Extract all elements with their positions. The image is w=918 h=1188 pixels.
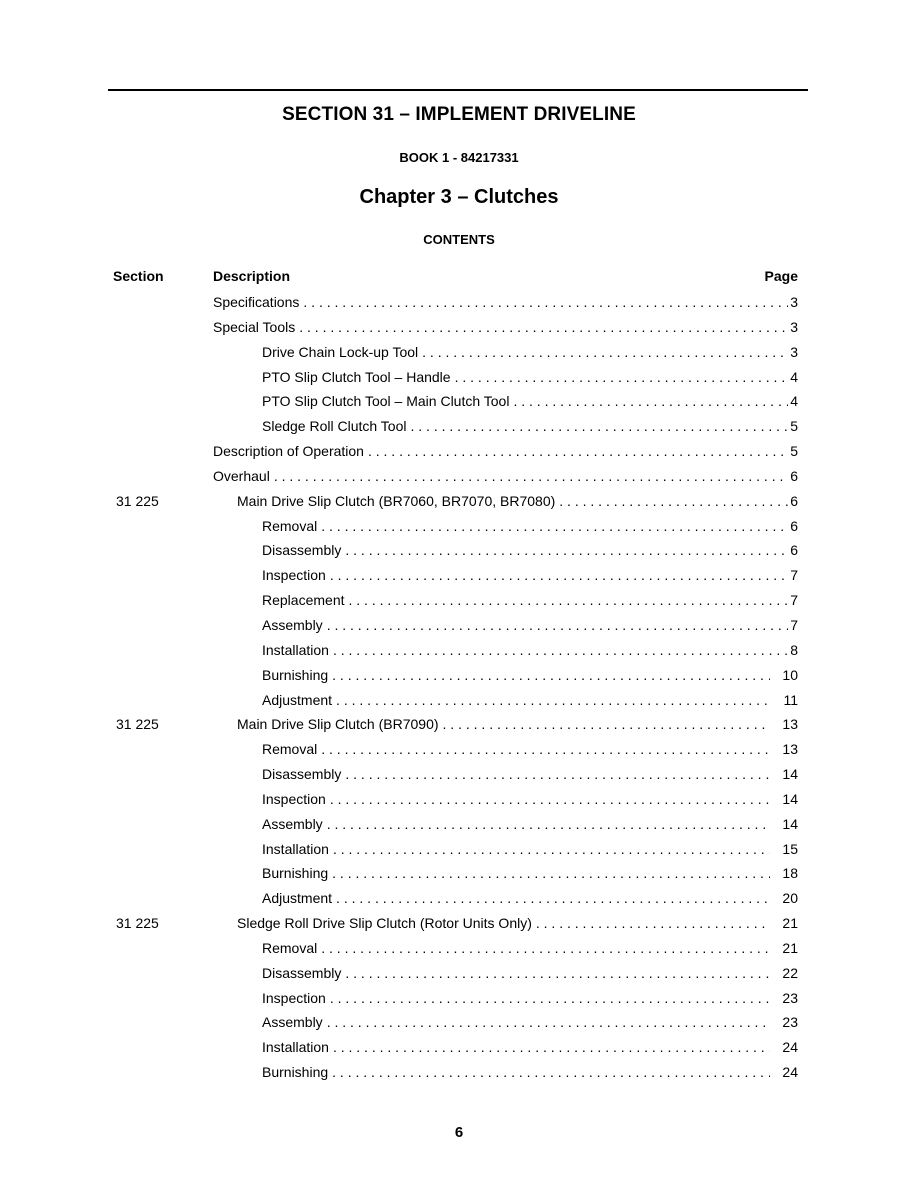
toc-entry[interactable]: [262, 812, 798, 837]
toc-page-number: 5: [790, 443, 798, 460]
toc-page-number: 11: [783, 691, 798, 708]
toc-entry[interactable]: [262, 936, 798, 961]
toc-entry-title: Removal: [262, 939, 318, 956]
toc-row: [0, 861, 918, 886]
toc-row: [0, 837, 918, 862]
dot-leader: [455, 365, 788, 390]
dot-leader: [299, 315, 788, 340]
dot-leader: [443, 712, 770, 737]
toc-entry[interactable]: [237, 489, 798, 514]
toc-entry[interactable]: [262, 986, 798, 1011]
book-number: BOOK 1 - 84217331: [399, 150, 519, 165]
toc-row: [0, 787, 918, 812]
toc-row: [0, 737, 918, 762]
column-header-description: Description: [213, 268, 291, 284]
toc-entry[interactable]: [262, 762, 798, 787]
toc-entry[interactable]: [262, 538, 798, 563]
toc-entry[interactable]: [262, 688, 798, 713]
toc-entry-title: Disassembly: [262, 964, 342, 981]
toc-page-number: 6: [790, 492, 798, 509]
dot-leader: [513, 389, 788, 414]
toc-entry-title: Inspection: [262, 567, 326, 584]
toc-page-number: 24: [782, 1039, 798, 1056]
dot-leader: [333, 837, 770, 862]
toc-page-number: 18: [782, 865, 798, 882]
toc-entry[interactable]: [262, 365, 798, 390]
toc-page-number: 10: [782, 666, 798, 683]
dot-leader: [422, 340, 788, 365]
toc-entry-title: Specifications: [213, 294, 300, 310]
toc-row: [0, 638, 918, 663]
toc-entry-title: Adjustment: [262, 691, 333, 708]
toc-entry-title: Assembly: [262, 815, 323, 832]
toc-entry-title: Burnishing: [262, 666, 329, 683]
toc-entry[interactable]: [262, 638, 798, 663]
toc-header: [0, 268, 918, 288]
column-header-page: Page: [764, 268, 798, 284]
toc-row: [0, 414, 918, 439]
dot-leader: [345, 538, 788, 563]
toc-page-number: 3: [790, 343, 798, 360]
toc-entry-title: Removal: [262, 741, 318, 758]
toc-page-number: 6: [790, 542, 798, 559]
toc-entry-title: Removal: [262, 517, 318, 534]
toc-entry-title: Disassembly: [262, 542, 342, 559]
toc-section-code: 31 225: [116, 716, 159, 733]
toc-entry-title: Main Drive Slip Clutch (BR7060, BR7070, BR7080): [237, 492, 556, 509]
toc-page-number: 6: [790, 517, 798, 534]
column-header-section: Section: [113, 268, 164, 284]
toc-row: [0, 1010, 918, 1035]
toc-row: [0, 1060, 918, 1085]
toc-entry-title: Special Tools: [213, 318, 296, 335]
toc-row: [0, 439, 918, 464]
dot-leader: [327, 812, 770, 837]
toc-entry-title: Sledge Roll Drive Slip Clutch (Rotor Units Only): [237, 915, 532, 932]
toc-page-number: 8: [790, 641, 798, 658]
toc-page-number: 14: [782, 790, 798, 807]
toc-section-code: 31 225: [116, 492, 159, 509]
dot-leader: [303, 290, 788, 315]
toc-page-number: 14: [782, 766, 798, 783]
toc-entry-title: Assembly: [262, 1014, 323, 1031]
toc-entry-title: Main Drive Slip Clutch (BR7090): [237, 716, 439, 733]
toc-row: [0, 563, 918, 588]
toc-entry-title: Sledge Roll Clutch Tool: [262, 418, 407, 435]
toc-page-number: 22: [782, 964, 798, 981]
toc-entry[interactable]: [262, 663, 798, 688]
toc-page-number: 3: [790, 318, 798, 335]
toc-entry[interactable]: [262, 1010, 798, 1035]
toc-entry[interactable]: [213, 315, 798, 340]
top-rule: [108, 89, 808, 91]
toc-page-number: 7: [790, 592, 798, 609]
dot-leader: [330, 563, 788, 588]
toc-entry-title: Drive Chain Lock-up Tool: [262, 343, 419, 360]
toc-entry-title: Replacement: [262, 592, 345, 609]
dot-leader: [345, 762, 770, 787]
page-number: 6: [454, 1124, 464, 1141]
toc-row: [0, 986, 918, 1011]
toc-entry-title: Installation: [262, 840, 329, 857]
toc-row: [0, 290, 918, 315]
toc-page-number: 3: [790, 294, 798, 310]
toc-page-number: 21: [782, 915, 798, 932]
toc-page-number: 4: [790, 368, 798, 385]
toc-row: [0, 812, 918, 837]
dot-leader: [330, 787, 770, 812]
toc-page-number: 20: [782, 890, 798, 907]
dot-leader: [333, 638, 788, 663]
dot-leader: [332, 1060, 770, 1085]
toc-entry[interactable]: [262, 961, 798, 986]
dot-leader: [336, 688, 770, 713]
dot-leader: [330, 986, 770, 1011]
toc-entry-title: Description of Operation: [213, 443, 364, 460]
toc-page-number: 24: [782, 1064, 798, 1081]
dot-leader: [321, 737, 770, 762]
toc-entry-title: Disassembly: [262, 766, 342, 783]
toc-entry[interactable]: [262, 861, 798, 886]
toc-row: [0, 514, 918, 539]
toc-entry[interactable]: [262, 613, 798, 638]
toc-entry-title: Adjustment: [262, 890, 333, 907]
toc-row: [0, 712, 918, 737]
toc-row: [0, 886, 918, 911]
dot-leader: [536, 911, 770, 936]
toc-entry-title: Installation: [262, 1039, 329, 1056]
toc-page-number: 7: [790, 567, 798, 584]
toc-page-number: 14: [782, 815, 798, 832]
toc-page-number: 7: [790, 616, 798, 633]
toc-row: [0, 389, 918, 414]
toc-entry[interactable]: [262, 514, 798, 539]
toc-page-number: 21: [782, 939, 798, 956]
dot-leader: [332, 663, 770, 688]
dot-leader: [327, 1010, 770, 1035]
toc-entry-title: Burnishing: [262, 865, 329, 882]
toc-entry[interactable]: [262, 737, 798, 762]
dot-leader: [333, 1035, 770, 1060]
toc-entry[interactable]: [262, 1035, 798, 1060]
toc-entry-title: Assembly: [262, 616, 323, 633]
toc-entry-title: Overhaul: [213, 467, 270, 484]
toc-entry[interactable]: [262, 787, 798, 812]
toc-entry[interactable]: [262, 886, 798, 911]
toc-entry-title: Inspection: [262, 989, 326, 1006]
toc-row: [0, 1035, 918, 1060]
toc-entry[interactable]: [213, 290, 798, 315]
section-title: SECTION 31 – IMPLEMENT DRIVELINE: [282, 104, 636, 125]
toc-row: [0, 936, 918, 961]
toc-row: [0, 961, 918, 986]
toc-entry[interactable]: [262, 1060, 798, 1085]
toc-page-number: 6: [790, 467, 798, 484]
toc-entry-title: Installation: [262, 641, 329, 658]
dot-leader: [336, 886, 770, 911]
toc-page-number: 23: [782, 1014, 798, 1031]
toc-page-number: 13: [782, 741, 798, 758]
toc-entry[interactable]: [262, 389, 798, 414]
toc-entry[interactable]: [237, 911, 798, 936]
dot-leader: [327, 613, 788, 638]
toc-page-number: 13: [782, 716, 798, 733]
toc-entry-title: PTO Slip Clutch Tool – Handle: [262, 368, 451, 385]
toc-entry[interactable]: [262, 340, 798, 365]
toc-entry[interactable]: [237, 712, 798, 737]
toc-row: [0, 688, 918, 713]
toc-entry[interactable]: [262, 414, 798, 439]
toc-entry-title: Inspection: [262, 790, 326, 807]
dot-leader: [411, 414, 789, 439]
toc-entry-title: PTO Slip Clutch Tool – Main Clutch Tool: [262, 393, 510, 410]
toc-entry[interactable]: [213, 439, 798, 464]
dot-leader: [321, 514, 788, 539]
toc-row: [0, 464, 918, 489]
dot-leader: [345, 961, 770, 986]
dot-leader: [274, 464, 788, 489]
toc-page-number: 5: [790, 418, 798, 435]
toc-row: [0, 489, 918, 514]
dot-leader: [349, 588, 789, 613]
toc-entry[interactable]: [213, 464, 798, 489]
contents-heading: CONTENTS: [423, 232, 495, 247]
toc-row: [0, 613, 918, 638]
dot-leader: [321, 936, 770, 961]
toc-row: [0, 538, 918, 563]
toc-section-code: 31 225: [116, 915, 159, 932]
toc-page-number: 4: [790, 393, 798, 410]
dot-leader: [559, 489, 788, 514]
table-of-contents: [0, 290, 918, 1085]
toc-row: [0, 315, 918, 340]
toc-entry[interactable]: [262, 588, 798, 613]
toc-entry[interactable]: [262, 563, 798, 588]
toc-row: [0, 588, 918, 613]
toc-entry[interactable]: [262, 837, 798, 862]
toc-row: [0, 663, 918, 688]
toc-row: [0, 340, 918, 365]
chapter-title: Chapter 3 – Clutches: [359, 186, 559, 208]
toc-entry-title: Burnishing: [262, 1064, 329, 1081]
dot-leader: [332, 861, 770, 886]
toc-row: [0, 911, 918, 936]
toc-page-number: 15: [782, 840, 798, 857]
toc-row: [0, 365, 918, 390]
dot-leader: [368, 439, 788, 464]
toc-page-number: 23: [782, 989, 798, 1006]
toc-row: [0, 762, 918, 787]
